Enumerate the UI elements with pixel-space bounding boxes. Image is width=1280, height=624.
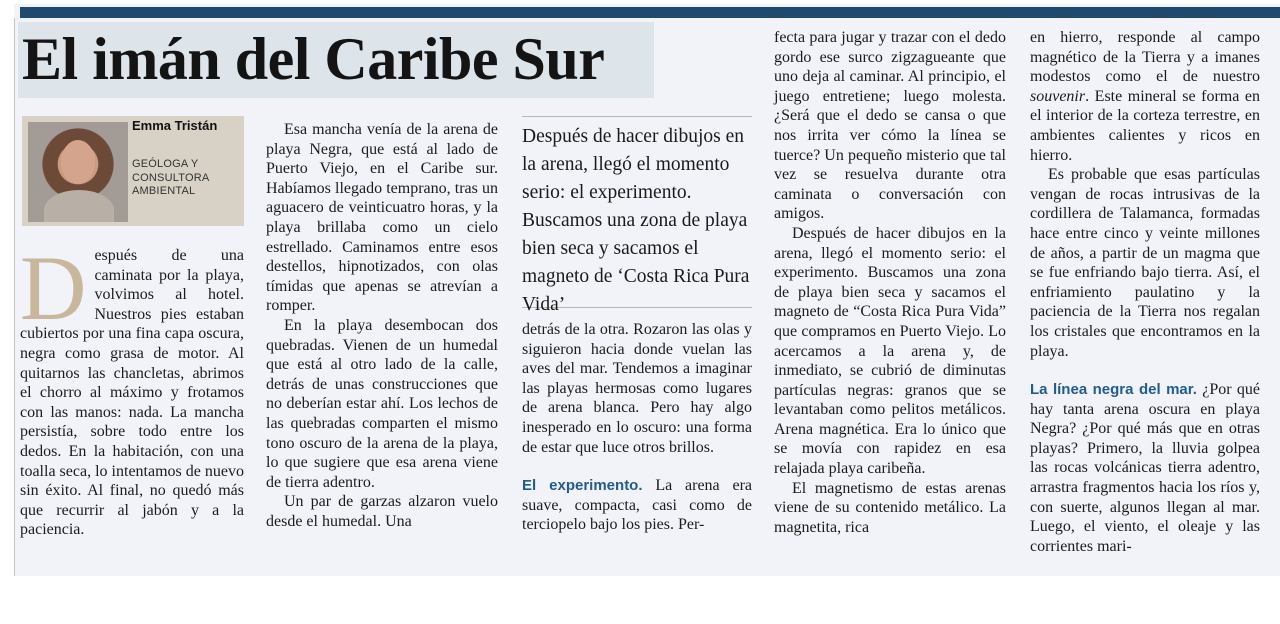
- souvenir-emphasis: souvenir: [1030, 87, 1086, 105]
- column-2: [266, 120, 498, 531]
- column-4-paragraph-3: El magnetismo de estas arenas viene de su contenido metálico. La magnetita, rica: [774, 479, 1006, 536]
- column-5-paragraph-1-text-a: en hierro, responde al campo magnético de la Tierra y a imanes modestos como el de nuestro: [1030, 29, 1260, 86]
- column-4-paragraph-2: Después de hacer dibujos en la arena, llegó el momento serio: el experimento. Buscamos una zona de playa bien seca y sacamos el magneto de “Costa Rica Pura Vida” que compramos en Puerto Viejo. Lo acercamos a la arena y, de inmediato, se cubrió de diminutas partículas negras: granos que se levantaban como pelitos metálicos. Arena magnética. Era lo único que se movía con rapidez en esa relajada playa caribeña.: [774, 224, 1006, 478]
- headline: El imán del Caribe Sur: [22, 26, 605, 92]
- newspaper-page: [14, 4, 1280, 576]
- top-color-bar: [20, 7, 1280, 18]
- column-2-paragraph-1: Esa mancha venía de la arena de playa Negra, que está al lado de Puerto Viejo, en el Caribe sur. Habíamos llegado temprano, tras un aguacero de veinticuatro horas, y la playa brillaba como un cielo estrellado. Caminamos entre esos destellos, hipnotizados, con olas tímidas que apenas se atrevían a romper.: [266, 121, 498, 315]
- author-name: Emma Tristán: [132, 118, 218, 133]
- column-5-paragraph-3: [1030, 380, 1260, 556]
- column-4-paragraph-1: fecta para jugar y trazar con el dedo gordo ese surco zigzagueante que uno deja al caminar. Al principio, el juego entretiene; luego molesta. ¿Será que el dedo se cansa o que nos irrita ver cómo la línea se tuerce? Un pequeño misterio que tal vez se resuelva durante otra caminata o conversación con amigos.: [774, 29, 1006, 223]
- column-2-paragraph-2: En la playa desembocan dos quebradas. Vienen de un humedal que está al otro lado de la calle, detrás de unas construcciones que no deberían estar ahí. Los lechos de las quebradas comparten el mismo tono oscuro de la arena de la playa, lo que sugiere que esa arena viene de tierra adentro.: [266, 316, 498, 491]
- author-photo-shoulders: [44, 190, 114, 222]
- subhead-linea-negra: La línea negra del mar.: [1030, 381, 1197, 399]
- drop-cap: D: [20, 237, 87, 339]
- author-photo-face: [61, 140, 95, 184]
- column-5-paragraph-1: [1030, 28, 1260, 165]
- column-4: [774, 28, 1006, 537]
- subhead-experimento: El experimento.: [522, 477, 643, 495]
- column-5-paragraph-1-text-b: . Este mineral se forma en el interior de la corteza terrestre, en ambientes calientes y ricos en hierro.: [1030, 87, 1260, 164]
- column-1-text: espués de una caminata por la playa, volvimos al hotel. Nuestros pies estaban cubiertos por una fina capa oscura, negra como grasa de motor. Al quitarnos las chancletas, abrimos el chorro al máximo y frotamos con las manos: nada. La mancha persistía, sobre todo entre los dedos. En la habitación, con una toalla seca, lo intentamos de nuevo sin éxito. Al final, no quedó más que recurrir al jabón y a la paciencia.: [20, 247, 244, 539]
- column-2-paragraph-3: Un par de garzas alzaron vuelo desde el humedal. Una: [266, 493, 498, 530]
- column-5-paragraph-2: Es probable que esas partículas vengan de rocas intrusivas de la cordillera de Talamanca, formadas hace entre cinco y veinte millones de años, a partir de un magma que se fue enfriando bajo tierra. Así, el enfriamiento paulatino y la paciencia de la Tierra nos regalan los cristales que encontramos en la playa.: [1030, 166, 1260, 360]
- column-5: [1030, 28, 1260, 556]
- column-1: [20, 237, 244, 540]
- column-5-paragraph-3-text: ¿Por qué hay tanta arena oscura en playa Negra? ¿Por qué más que en otras playas? Primero, la lluvia golpea las rocas volcánicas tierra adentro, arrastra fragmentos hacia los ríos y, con suerte, algunos llegan al mar. Luego, el viento, el oleaje y las corrientes mari-: [1030, 381, 1260, 555]
- column-1-paragraph: [20, 237, 244, 540]
- column-3-paragraph-2-text: La arena era suave, compacta, casi como de terciopelo bajo los pies. Per-: [522, 477, 752, 534]
- author-photo: [28, 122, 128, 222]
- column-3-paragraph-2: [522, 476, 752, 535]
- left-border-rule: [14, 18, 15, 576]
- author-role: GEÓLOGA Y CONSULTORA AMBIENTAL: [132, 158, 209, 197]
- pull-quote: Después de hacer dibujos en la arena, llegó el momento serio: el experimento. Buscamos una zona de playa bien seca y sacamos el magneto de ‘Costa Rica Pura Vida’: [522, 116, 752, 308]
- column-3: [522, 320, 752, 535]
- column-3-paragraph-1: detrás de la otra. Rozaron las olas y siguieron hacia donde vuelan las aves del mar. Tendemos a imaginar las playas hermosas como lugares de arena blanca. Pero hay algo inesperado en lo oscuro: una forma de estar que luce otros brillos.: [522, 321, 752, 456]
